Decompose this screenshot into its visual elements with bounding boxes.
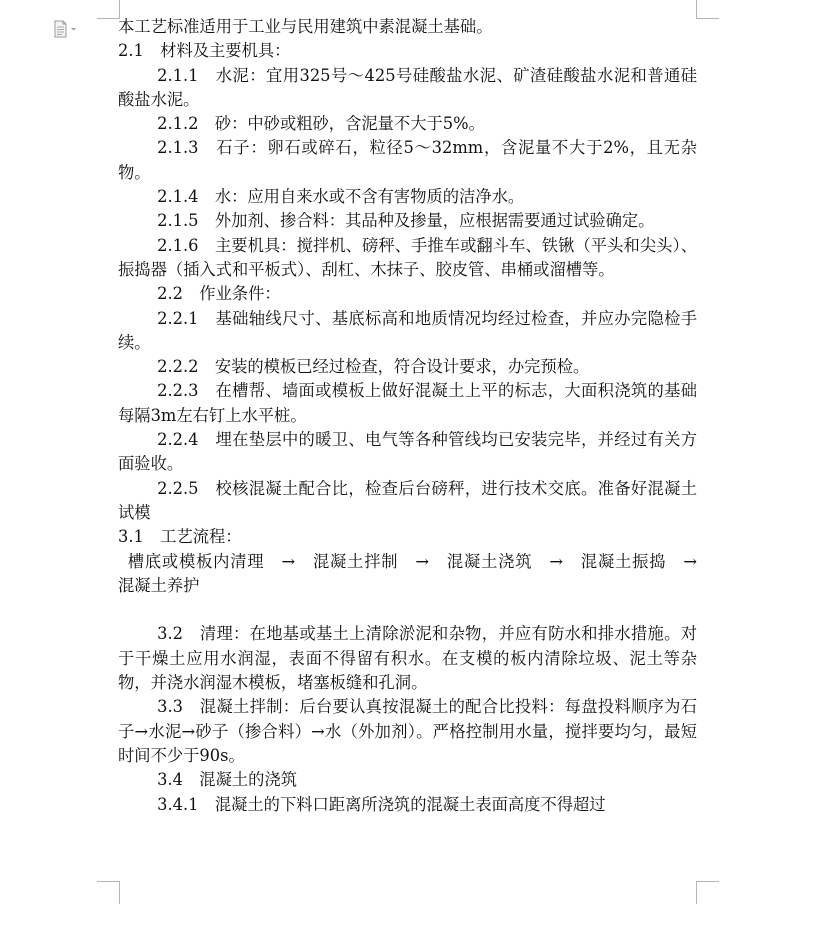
section-heading-2-2: 2.2 作业条件：: [157, 284, 281, 304]
paragraph-2-2-1: 2.2.1 基础轴线尺寸、基底标高和地质情况均经过检查，并应办完隐检手续。: [118, 308, 697, 352]
crop-mark-top-right: [696, 0, 719, 19]
document-icon: [52, 20, 82, 38]
paragraph-2-2-5: 2.2.5 校核混凝土配合比，检查后台磅秤，进行技术交底。准备好混凝土试模: [118, 478, 697, 522]
chevron-down-icon: [71, 28, 76, 31]
paragraph-2-1-4: 2.1.4 水：应用自来水或不含有害物质的洁净水。: [157, 187, 525, 207]
crop-mark-bottom-right: [696, 881, 719, 904]
document-body[interactable]: [118, 15, 714, 817]
crop-mark-bottom-left: [97, 881, 120, 904]
paragraph-3-4-1: 3.4.1 混凝土的下料口距离所浇筑的混凝土表面高度不得超过: [157, 794, 606, 814]
document-menu[interactable]: [52, 20, 82, 38]
section-heading-3-4: 3.4 混凝土的浇筑: [157, 770, 297, 790]
paragraph-2-1-5: 2.1.5 外加剂、掺合料：其品种及掺量，应根据需要通过试验确定。: [157, 211, 655, 231]
paragraph-3-2: 3.2 清理：在地基或基土上清除淤泥和杂物，并应有防水和排水措施。对于干燥土应用水润湿，表面不得留有积水。在支模的板内清除垃圾、泥土等杂物，并浇水润湿木模板，堵塞板缝和孔洞。: [118, 624, 697, 693]
section-heading-3-1: 3.1 工艺流程：: [118, 527, 242, 547]
paragraph-2-2-2: 2.2.2 安装的模板已经过检查，符合设计要求，办完预检。: [157, 357, 590, 377]
paragraph-2-1-6: 2.1.6 主要机具：搅拌机、磅秤、手推车或翻斗车、铁锹（平头和尖头）、振捣器（插入式和平板式）、刮杠、木抹子、胶皮管、串桶或溜槽等。: [118, 235, 697, 279]
paragraph-2-1-2: 2.1.2 砂：中砂或粗砂，含泥量不大于5%。: [157, 114, 485, 134]
intro-paragraph: 本工艺标准适用于工业与民用建筑中素混凝土基础。: [118, 17, 493, 36]
paragraph-3-3: 3.3 混凝土拌制：后台要认真按混凝土的配合比投料：每盘投料顺序为石子→水泥→砂子（掺合料）→水（外加剂）。严格控制用水量，搅拌要均匀，最短时间不少于90s。: [118, 697, 697, 765]
paragraph-2-2-3: 2.2.3 在槽帮、墙面或模板上做好混凝土上平的标志，大面积浇筑的基础每隔3m左右钉上水平桩。: [118, 381, 697, 425]
paragraph-2-2-4: 2.2.4 埋在垫层中的暖卫、电气等各种管线均已安装完毕，并经过有关方面验收。: [118, 430, 697, 474]
process-flow: 槽底或模板内清理 → 混凝土拌制 → 混凝土浇筑 → 混凝土振捣 → 混凝土养护: [118, 551, 714, 595]
blank-line: [118, 598, 697, 622]
paragraph-2-1-3: 2.1.3 石子：卵石或碎石，粒径5～32mm，含泥量不大于2%，且无杂物。: [118, 138, 697, 182]
section-heading-2-1: 2.1 材料及主要机具：: [118, 41, 291, 61]
crop-mark-top-left: [97, 0, 120, 19]
paragraph-2-1-1: 2.1.1 水泥：宜用325号～425号硅酸盐水泥、矿渣硅酸盐水泥和普通硅酸盐水泥。: [118, 65, 697, 109]
